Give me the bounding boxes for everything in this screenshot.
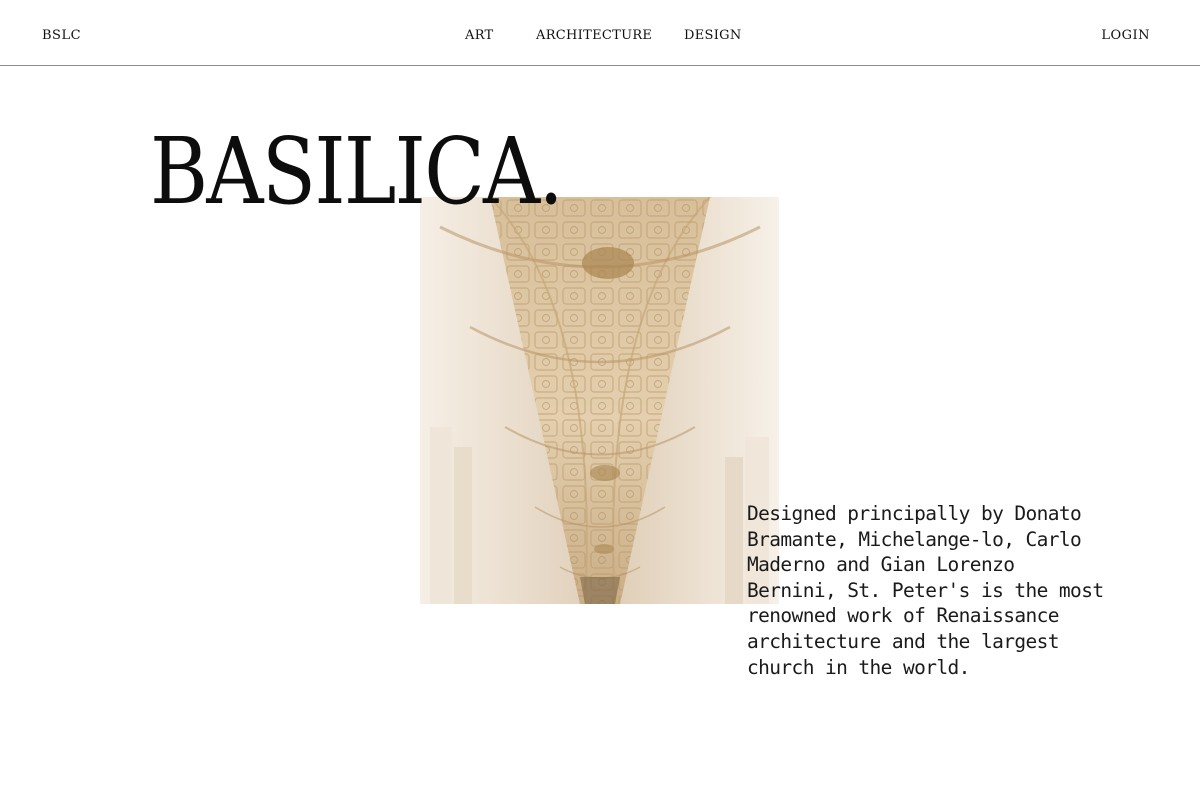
- basilica-ceiling-photo: [420, 197, 779, 604]
- login-link[interactable]: LOGIN: [1101, 28, 1150, 43]
- nav-link-art[interactable]: ART: [465, 28, 494, 43]
- nav-link-architecture[interactable]: ARCHITECTURE: [536, 28, 653, 43]
- ceiling-illustration: [420, 197, 779, 604]
- top-navigation-bar: [0, 0, 1200, 66]
- main-nav: [0, 28, 1200, 48]
- nav-link-design[interactable]: DESIGN: [684, 28, 742, 43]
- basilica-description: Designed principally by Donato Bramante, Michelange-lo, Carlo Maderno and Gian Lorenzo Bernini, St. Peter's is the most renowned work of Renaissance architecture and the largest church in the world.: [747, 502, 1104, 679]
- brand-logo-link[interactable]: BSLC: [42, 28, 82, 43]
- hero-title: BASILICA.: [150, 118, 562, 225]
